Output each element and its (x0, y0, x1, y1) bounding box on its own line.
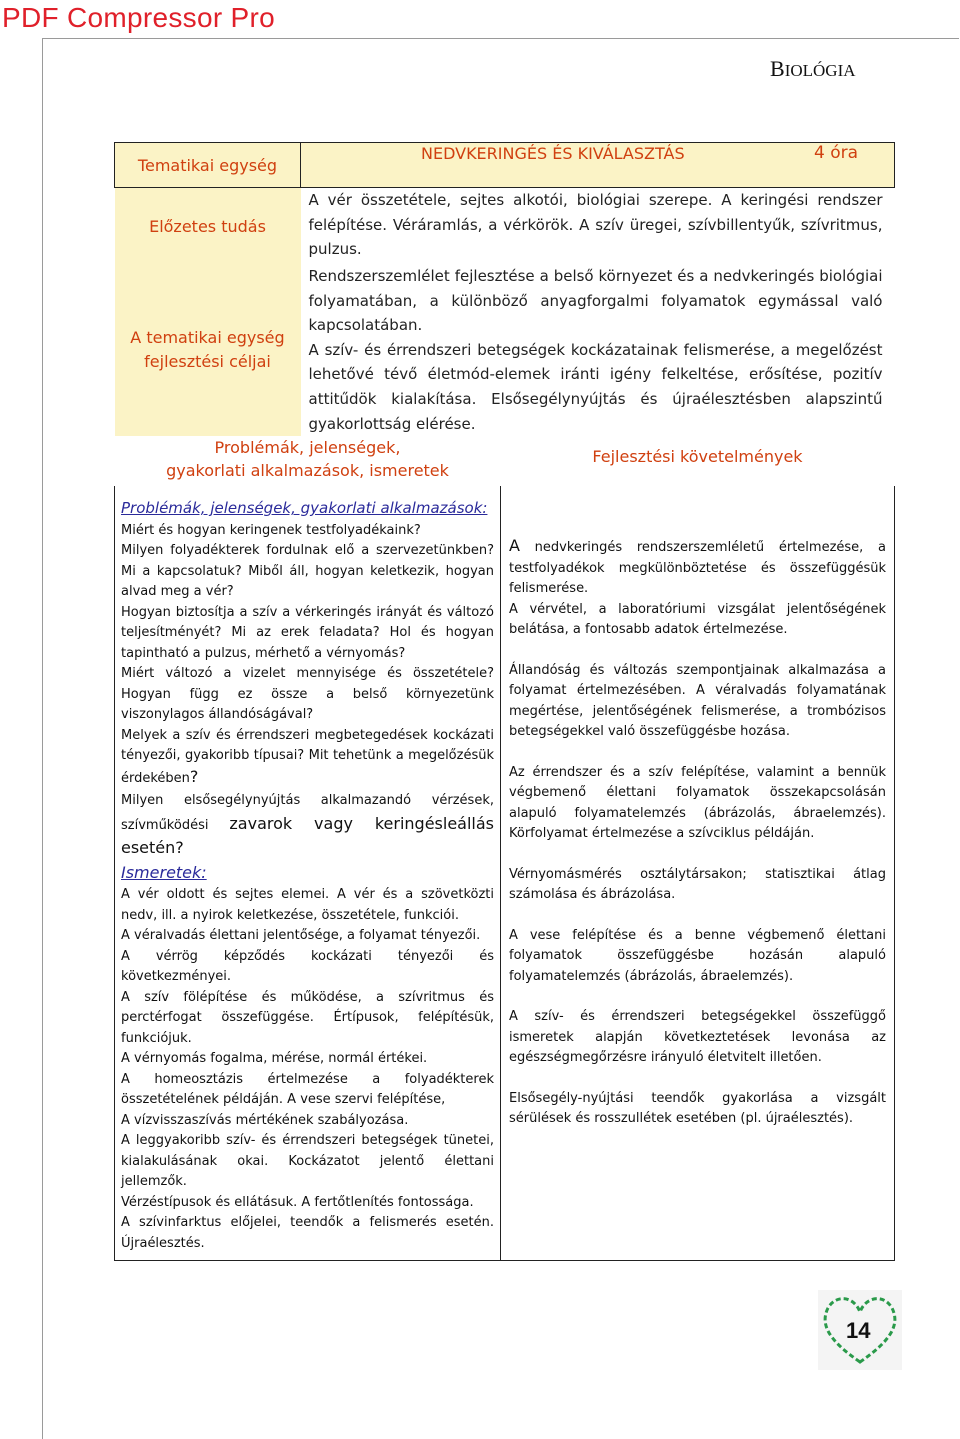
unit-header-row (115, 143, 895, 188)
requirements-cell (501, 486, 895, 1261)
curriculum-table (114, 142, 895, 1261)
left-column-header (115, 436, 501, 486)
fact-2: A véralvadás élettani jelentősége, a folyamat tényezői. (121, 928, 481, 944)
fact-4: A szív fölépítése és működése, a szívritmus és perctérfogat összefüggése. Értípusok, felépítésük, funkciójuk. (121, 989, 494, 1046)
column-header-row (115, 436, 895, 486)
problem-5-text: Melyek a szív és érrendszeri megbetegedések kockázati tényezői, gyakoribb típusai? Mit tehetünk a megelőzésük érdekében (121, 727, 494, 786)
content-row (115, 486, 895, 1261)
problems-heading: Problémák, jelenségek, gyakorlati alkalmazások: (121, 499, 488, 518)
unit-hours: 4 óra (813, 143, 858, 163)
page-number: 14 (846, 1318, 871, 1343)
requirement-5: Vérnyomásmérés osztálytársakon; statisztikai átlag számolása és ábrázolása. (509, 866, 886, 903)
fact-7: A vízvisszaszívás mértékének szabályozása. (121, 1112, 409, 1128)
requirement-1-text: nedvkeringés rendszerszemléletű értelmezése, a testfolyadékok megkülönböztetése és összefüggésük felismerése. (509, 540, 886, 597)
requirement-1 (509, 536, 886, 600)
unit-title-cell (301, 143, 895, 188)
goals-row (115, 264, 895, 436)
problem-6-text: Milyen elsősegélynyújtás alkalmazandó vérzések, szívműködési (121, 793, 494, 833)
goals-text-2: A szív- és érrendszeri betegségek kockázatainak felismerése, a megelőzést lehetővé tévő életmód-elemek iránti igény felkeltése, erősítése, pozitív attitűdök kialakítása. Elsősegélynyújtás és újraélesztésben alapszintű gyakorlottság elérése. (308, 340, 883, 433)
subject-rest: IOLÓGIA (784, 61, 856, 80)
problem-4: Miért változó a vizelet mennyisége és összetétele? Hogyan függ ez össze a belső környezetünk viszonylagos állandóságával? (121, 666, 494, 723)
watermark-text: PDF Compressor Pro (2, 2, 276, 33)
left-column-header-line2: gyakorlati alkalmazások, ismeretek (166, 461, 449, 481)
goals-label-line1: A tematikai egység (130, 328, 285, 348)
subject-header (770, 56, 856, 82)
page-number-badge (818, 1290, 902, 1370)
goals-text-1: Rendszerszemlélet fejlesztése a belső környezet és a nedvkeringés biológiai folyamatában, a különböző anyagforgalmi folyamatok egymással való kapcsolatában. (308, 267, 883, 335)
fact-6: A homeosztázis értelmezése a folyadékterek összetételének példáján. A vese szervi felépítése, (121, 1071, 494, 1108)
requirement-7: A szív- és érrendszeri betegségekkel összefüggő ismeretek alapján következtetések levonása az egészségmegőrzésre irányuló életvitelt illetően. (509, 1009, 886, 1066)
problem-6-big-text: zavarok vagy keringésleállás esetén? (121, 813, 494, 858)
problem-1: Miért és hogyan keringenek testfolyadékaink? (121, 522, 421, 538)
facts-heading: Ismeretek: (121, 862, 207, 882)
fact-10: A szívinfarktus előjelei, teendők a felismerés esetén. Újraélesztés. (121, 1215, 494, 1251)
right-column-header: Fejlesztési követelmények (592, 446, 803, 466)
fact-3: A vérrög képződés kockázati tényezői és következményei. (121, 948, 494, 985)
requirement-2: A vérvétel, a laboratóriumi vizsgálat jelentőségének belátása, a fontosabb adatok értelmezése. (509, 601, 886, 638)
goals-label-line2: fejlesztési céljai (144, 352, 271, 372)
unit-title: NEDVKERINGÉS ÉS KIVÁLASZTÁS (421, 143, 685, 163)
fact-1: A vér oldott és sejtes elemei. A vér és a szövetközti nedv, ill. a nyirok keletkezése, összetétele, funkciói. (121, 887, 494, 923)
problem-5 (121, 726, 494, 790)
problem-3: Hogyan biztosítja a szív a vérkeringés irányát és változó teljesítményét? Mi az erek feladata? Hol és hogyan tapintható a pulzus, mérhető a vérnyomás? (121, 604, 494, 661)
subject-initial: B (770, 56, 785, 81)
problem-5-mark: ? (189, 766, 199, 786)
problem-6 (121, 791, 494, 861)
prior-knowledge-row (115, 188, 895, 265)
requirement-3: Állandóság és változás szempontjainak alkalmazása a folyamat értelmezésében. A véralvadás folyamatának megértése, jelentőségének felismerése, a trombózisos betegségekkel való összefüggésbe hozása. (509, 662, 886, 740)
left-column-header-line1: Problémák, jelenségek, (214, 438, 401, 458)
goals-label (115, 264, 301, 436)
fact-8: A leggyakoribb szív- és érrendszeri betegségek tünetei, kialakulásának okai. Kockázatot jelentő élettani jellemzők. (121, 1133, 494, 1190)
unit-label: Tematikai egység (115, 143, 301, 188)
requirement-8: Elsősegély-nyújtási teendők gyakorlása a vizsgált sérülések és rosszullétek esetében (pl. újraélesztés). (509, 1090, 886, 1127)
goals-text (301, 264, 895, 436)
prior-text: A vér összetétele, sejtes alkotói, biológiai szerepe. A keringési rendszer felépítése. Véráramlás, a vérkörök. A szív üregei, szívbillentyűk, szívritmus, pulzus. (301, 188, 895, 265)
problems-and-facts-cell (115, 486, 501, 1261)
prior-label: Előzetes tudás (115, 188, 301, 265)
fact-5: A vérnyomás fogalma, mérése, normál értékei. (121, 1051, 428, 1067)
requirement-4: Az érrendszer és a szív felépítése, valamint a bennük végbemenő élettani folyamatok összekapcsolásán alapuló folyamatelemzés (ábrázolás, ábraelemzés). Körfolyamat értelmezése a szívciklus példáján. (509, 764, 886, 842)
problem-2: Milyen folyadékterek fordulnak elő a szervezetünkben? Mi a kapcsolatuk? Miből áll, hogyan keletkezik, hogyan alvad meg a vér? (121, 543, 494, 600)
fact-9: Vérzéstípusok és ellátásuk. A fertőtlenítés fontossága. (121, 1194, 474, 1210)
requirement-1-initial: A (509, 536, 520, 556)
requirement-6: A vese felépítése és a benne végbemenő élettani folyamatok összefüggésbe hozásán alapuló folyamatelemzés (ábrázolás, ábraelemzés). (509, 927, 886, 984)
